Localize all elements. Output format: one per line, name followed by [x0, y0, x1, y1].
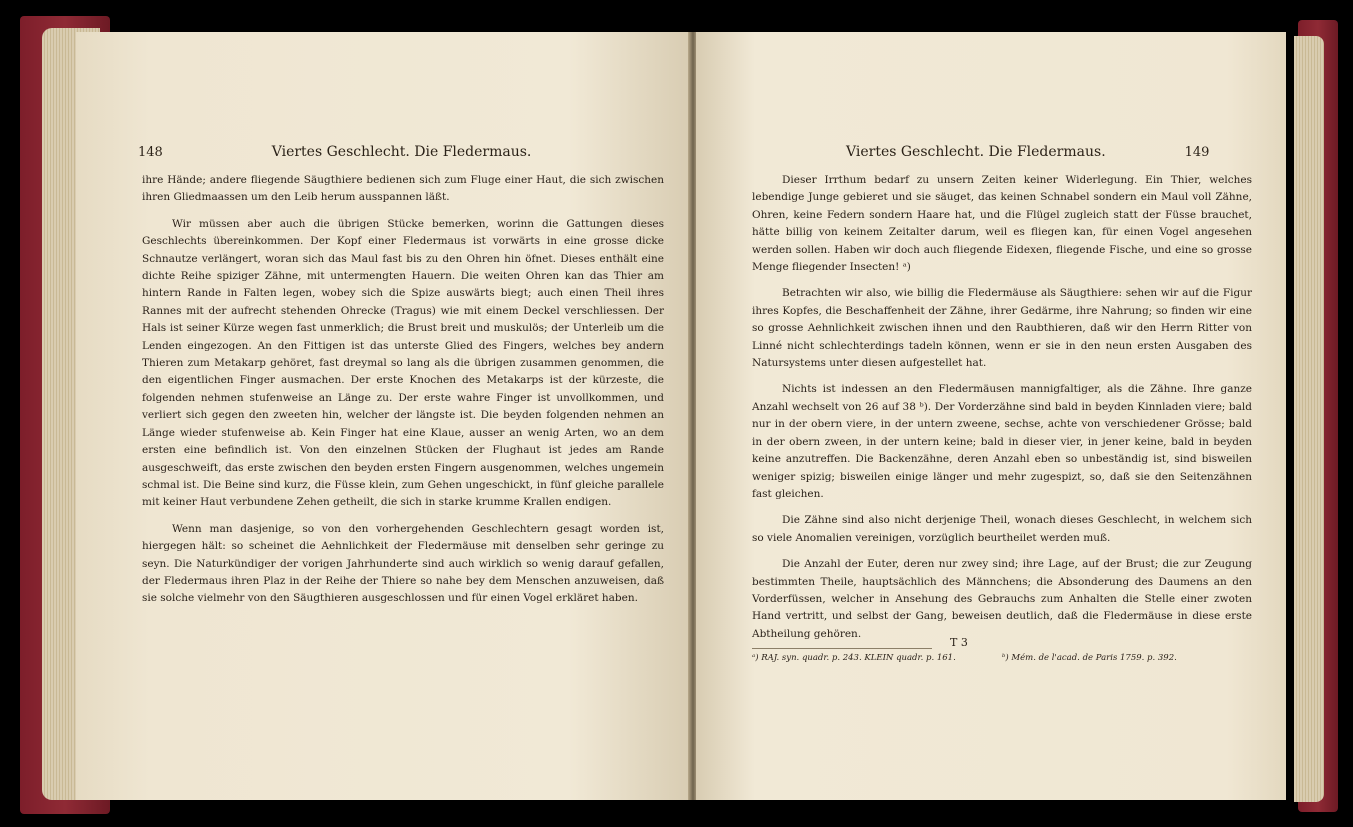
right-page-header	[846, 144, 1209, 160]
left-page-body	[142, 172, 664, 617]
page-edges-right	[1294, 36, 1324, 802]
footnote-rule	[752, 648, 932, 649]
footnote-b: ᵇ) Mém. de l'acad. de Paris 1759. p. 392.	[1002, 653, 1177, 663]
paragraph: Nichts ist indessen an den Fledermäusen mannigfaltiger, als die Zähne. Ihre ganze Anzahl wechselt von 26 auf 38 ᵇ). Der Vorderzähne sind bald in beyden Kinnladen viere; bald nur in der obern viere, in der untern zweene, sechse, achte von verschiedener Grösse; bald in der obern zween, in der untern keine; bald in dieser vier, in jener keine, bald in beyden keine anzutreffen. Die Backenzähne, deren Anzahl eben so unbeständig ist, sind bisweilen weniger spizig; bisweilen einige länger und mehr zugespizt, so, daß sie den Seitenzähnen fast gleichen.	[752, 383, 1252, 500]
left-page	[76, 32, 692, 800]
right-page-body	[752, 172, 1252, 652]
right-page	[696, 32, 1286, 800]
open-book	[20, 14, 1338, 820]
paragraph: Dieser Irrthum bedarf zu unsern Zeiten keiner Widerlegung. Ein Thier, welches lebendige Junge gebieret und sie säuget, das keinen Schnabel sondern ein Maul voll Zähne, Ohren, keine Federn sondern Haare hat, und die Flügel zugleich statt der Füsse brauchet, hätte billig von keinem Zeitalter darum, weil es fliegen kan, für einen Vogel angesehen werden sollen. Haben wir doch auch fliegende Eidexen, fliegende Fische, und eine so grosse Menge fliegender Insecten! ᵃ)	[752, 174, 1252, 274]
paragraph: Die Anzahl der Euter, deren nur zwey sind; ihre Lage, auf der Brust; die zur Zeugung bestimmten Theile, hauptsächlich des Männchens; die Absonderung des Daumens an den Vorderfüssen, welcher in Ansehung des Gebrauchs zum Anhalten die Stelle einer zwoten Hand vertritt, und selbst der Gang, beweisen deutlich, daß die Fledermäuse in diese erste Abtheilung gehören.	[752, 558, 1252, 640]
footnote-a: ᵃ) RAJ. syn. quadr. p. 243. KLEIN quadr. p. 161.	[752, 653, 956, 663]
paragraph: Die Zähne sind also nicht derjenige Theil, wonach dieses Geschlecht, in welchem sich so viele Anomalien vereinigen, vorzüglich beurtheilet werden muß.	[752, 514, 1252, 544]
paragraph: Wenn man dasjenige, so von den vorhergehenden Geschlechtern gesagt worden ist, hiergegen hält: so scheinet die Aehnlichkeit der Fledermäuse mit denselben sehr geringe zu seyn. Die Naturkündiger der vorigen Jahrhunderte sind auch wirklich so wenig darauf gefallen, der Fledermaus ihren Plaz in der Reihe der Thiere so nahe bey dem Menschen anzuweisen, daß sie solche vielmehr von den Säugthieren ausgeschlossen und für einen Vogel erkläret haben.	[142, 522, 664, 605]
paragraph: Wir müssen aber auch die übrigen Stücke bemerken, worinn die Gattungen dieses Geschlechts übereinkommen. Der Kopf einer Fledermaus ist vorwärts in eine grosse dicke Schnautze verlängert, woran sich das Maul fast bis zu den Ohren hin öfnet. Dieses enthält eine dichte Reihe spiziger Zähne, mit untermengten Hauern. Die weiten Ohren kan das Thier am hintern Rande in Falten legen, wobey sich die Spize auswärts biegt; auch einen Theil ihres Rannes mit der aufrecht stehenden Ohrecke (Tragus) wie mit einem Deckel verschliessen. Der Hals ist seiner Kürze wegen fast unmerklich; die Brust breit und muskulös; der Unterleib um die Lenden eingezogen. An den Fittigen ist das unterste Glied des Fingers, welches bey andern Thieren zum Metakarp gehöret, fast dreymal so lang als die übrigen zusammen genommen, die den eigentlichen Finger ausmachen. Der erste Knochen des Metakarps ist der kürzeste, die folgenden nehmen stufenweise an Länge zu. Der erste wahre Finger ist unvollkommen, und verliert sich gegen den zweeten hin, welcher der längste ist. Die beyden folgenden nehmen an Länge wieder stufenweise ab. Kein Finger hat eine Klaue, ausser an wenig Arten, wo an dem ersten eine befindlich ist. Von den einzelnen Stücken der Flughaut ist jedes am Rande ausgeschweift, das erste zwischen den beyden ersten Fingern ausgenommen, welches ungemein schmal ist. Die Beine sind kurz, die Füsse klein, zum Gehen ungeschickt, in fünf gleiche parallele mit keiner Haut verbundene Zehen getheilt, die sich in starke krumme Krallen endigen.	[142, 217, 664, 509]
paragraph: Betrachten wir also, wie billig die Fledermäuse als Säugthiere: sehen wir auf die Figur ihres Kopfes, die Beschaffenheit der Zähne, ihrer Gedärme, ihre Nahrung; so finden wir eine so grosse Aehnlichkeit zwischen ihnen und den Raubthieren, daß wir den Herrn Ritter von Linné nicht schlechterdings tadeln können, wenn er sie in den neun ersten Ausgaben des Natursystems unter diesen aufgestellet hat.	[752, 287, 1252, 370]
left-page-header	[138, 144, 531, 160]
signature-mark: T 3	[950, 636, 968, 649]
left-page-number: 148	[138, 145, 163, 160]
right-running-head: Viertes Geschlecht. Die Fledermaus.	[846, 144, 1106, 160]
right-page-number: 149	[1184, 145, 1210, 160]
paragraph: ihre Hände; andere fliegende Säugthiere bedienen sich zum Fluge einer Haut, die sich zwischen ihren Gliedmaassen um den Leib herum ausspannen läßt.	[142, 174, 664, 204]
left-running-head: Viertes Geschlecht. Die Fledermaus.	[271, 144, 532, 160]
